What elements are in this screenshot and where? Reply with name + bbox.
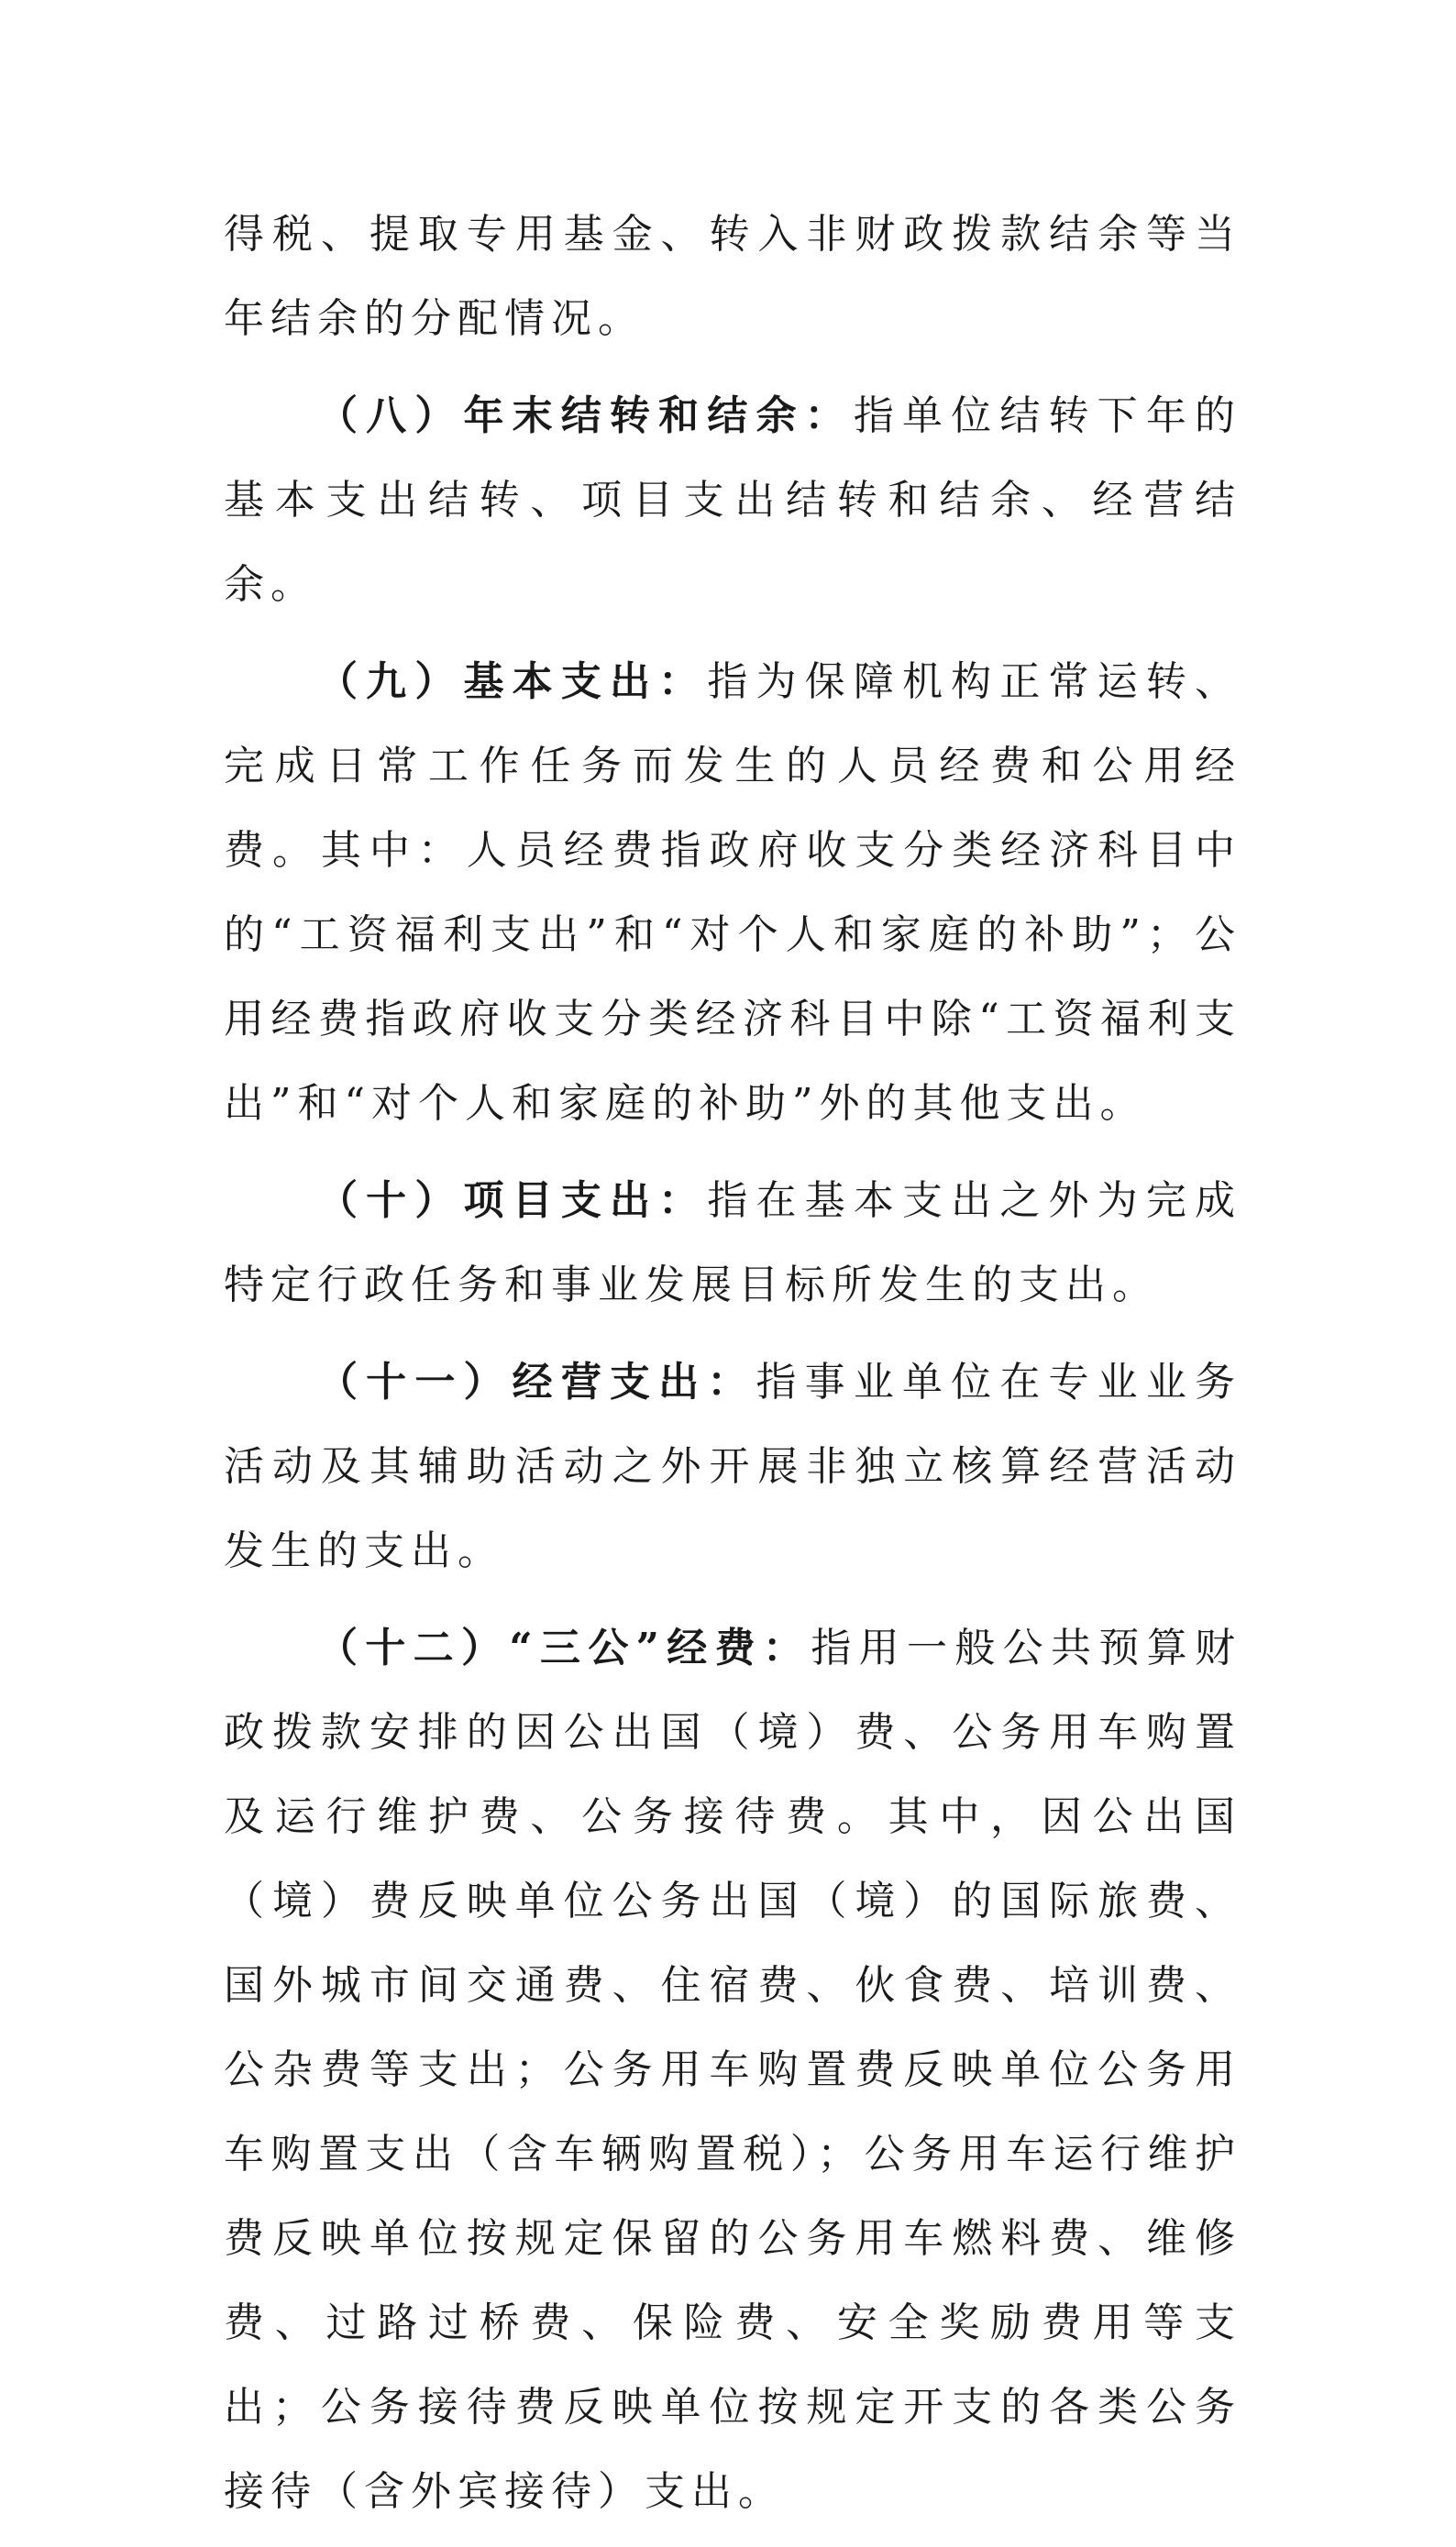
paragraph-text: 指事业单位在专业业务活动及其辅助活动之外开展非独立核算经营活动发生的支出。: [224, 1359, 1241, 1574]
paragraph-project-expenditure: [224, 1159, 1241, 1328]
paragraph-year-end-carryover: [224, 374, 1241, 627]
paragraph-three-public-expenses: [224, 1606, 1241, 2534]
paragraph-term: （八）年末结转和结余：: [317, 392, 854, 439]
paragraph-operating-expenditure: [224, 1340, 1241, 1593]
paragraph-continuation: [224, 193, 1241, 361]
paragraph-term: （十二）“三公”经费：: [317, 1625, 811, 1671]
paragraph-text: 指为保障机构正常运转、完成日常工作任务而发生的人员经费和公用经费。其中：人员经费指政府收支分类经济科目中的“工资福利支出”和“对个人和家庭的补助”；公用经费指政府收支分类经济科目中除“工资福利支出”和“对个人和家庭的补助”外的其他支出。: [224, 658, 1242, 1127]
paragraph-text: 指在基本支出之外为完成特定行政任务和事业发展目标所发生的支出。: [224, 1177, 1242, 1308]
paragraph-term: （十一）经营支出：: [317, 1359, 756, 1406]
paragraph-text: 指用一般公共预算财政拨款安排的因公出国（境）费、公务用车购置及运行维护费、公务接待费。其中，因公出国（境）费反映单位公务出国（境）的国际旅费、国外城市间交通费、住宿费、伙食费、培训费、公杂费等支出；公务用车购置费反映单位公务用车购置支出（含车辆购置税）；公务用车运行维护费反映单位按规定保留的公务用车燃料费、维修费、过路过桥费、保险费、安全奖励费用等支出；公务接待费反映单位按规定开支的各类公务接待（含外宾接待）支出。: [224, 1625, 1241, 2515]
paragraph-text: 指单位结转下年的基本支出结转、项目支出结转和结余、经营结余。: [224, 392, 1242, 608]
paragraph-basic-expenditure: [224, 640, 1241, 1146]
paragraph-term: （九）基本支出：: [317, 658, 708, 705]
paragraph-term: （十）项目支出：: [317, 1177, 708, 1224]
document-page: [224, 193, 1241, 2547]
paragraph-text: 得税、提取专用基金、转入非财政拨款结余等当年结余的分配情况。: [224, 211, 1241, 342]
